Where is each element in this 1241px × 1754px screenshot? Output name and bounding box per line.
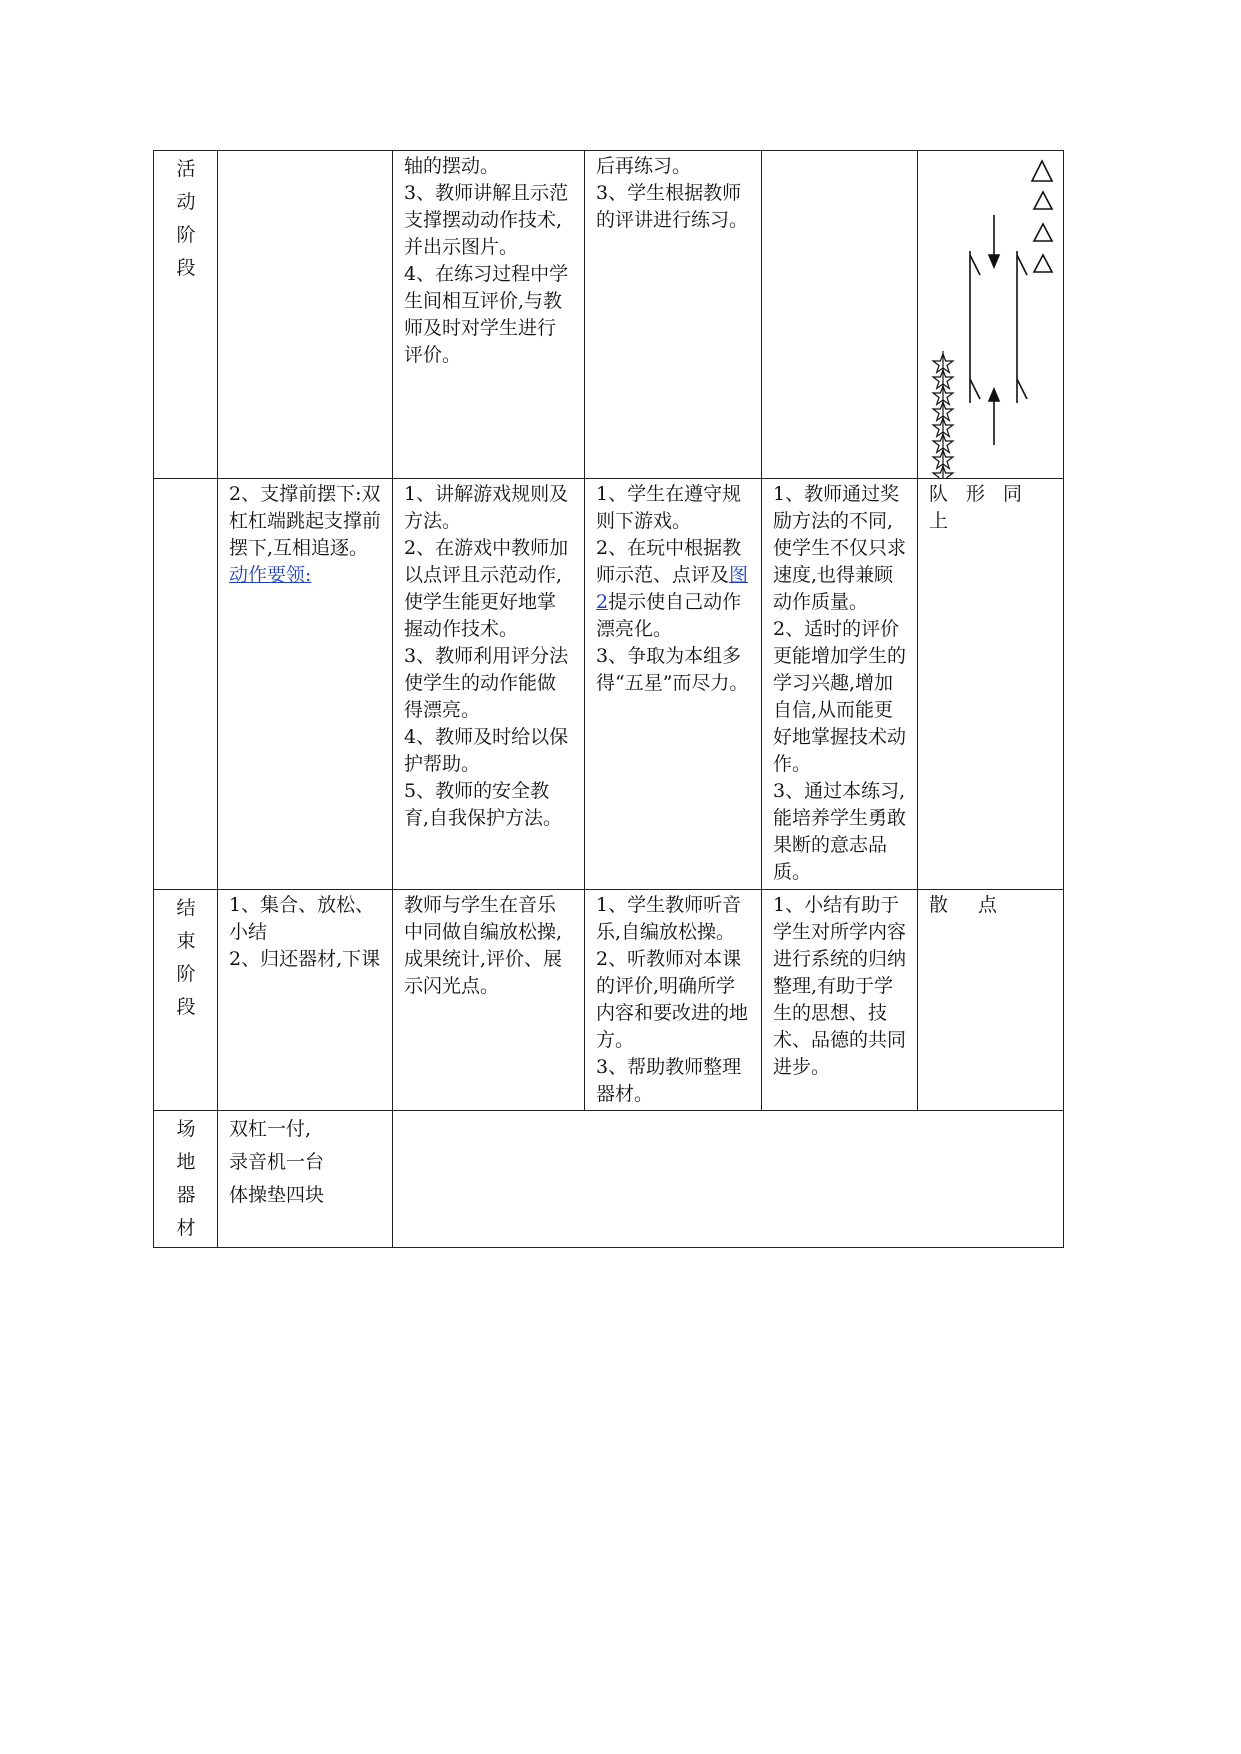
content-cell: 1、集合、放松、小结 2、归还器材,下课 [218,890,393,1111]
triangle-icon [1034,192,1052,209]
triangle-icon [1034,224,1052,241]
parallel-bars-icon [970,251,1027,403]
table-row [154,151,1064,479]
content-cell [218,479,393,890]
teacher-activity-cell: 1、讲解游戏规则及方法。 2、在游戏中教师加以点评且示范动作,使学生能更好地掌握动作技术。 3、教师利用评分法使学生的动作能做得漂亮。 4、教师及时给以保护帮助。 5、教师的安全教育,自我保护方法。 [393,479,585,890]
student-activity-cell: 后再练习。 3、学生根据教师的评讲进行练习。 [585,151,762,479]
triangle-icon [1032,161,1052,181]
formation-cell [918,479,1064,890]
empty-cell [393,1111,1064,1248]
student-activity-cell: 1、学生教师听音乐,自编放松操。 2、听教师对本课的评价,明确所学内容和要改进的地方。 3、帮助教师整理器材。 [585,890,762,1111]
teacher-activity-cell: 轴的摆动。 3、教师讲解且示范支撑摆动动作技术,并出示图片。 4、在练习过程中学生间相互评价,与教师及时对学生进行评价。 [393,151,585,479]
stage-cell [154,479,218,890]
table-row [154,479,1064,890]
teacher-activity-cell: 教师与学生在音乐中同做自编放松操,成果统计,评价、展示闪光点。 [393,890,585,1111]
content-cell [218,151,393,479]
formation-text: 散点 [929,894,1028,916]
figure-2-link[interactable]: 图 2 [596,564,749,613]
equipment-cell: 双杠一付, 录音机一台 体操垫四块 [218,1111,393,1248]
content-text: 2、支撑前摆下:双杠杠端跳起支撑前摆下,互相追逐。 [229,483,382,559]
stage-cell: 场 地 器 材 [154,1111,218,1248]
table-row [154,890,1064,1111]
lesson-plan-table [153,150,1064,1248]
table-row [154,1111,1064,1248]
formation-diagram [918,151,1064,479]
triangle-icon [1034,255,1052,272]
arrow-down-icon [989,215,999,267]
movement-essentials-link[interactable]: 动作要领: [229,564,312,586]
purpose-cell: 1、小结有助于学生对所学内容进行系统的归纳整理,有助于学生的思想、技术、品德的共同进步。 [762,890,918,1111]
stage-cell: 结 束 阶 段 [154,890,218,1111]
arrow-up-icon [989,389,999,445]
formation-diagram-cell [918,151,1064,479]
student-activity-cell: 1、学生在遵守规则下游戏。 2、在玩中根据教师示范、点评及图 2提示使自己动作漂亮化。 3、争取为本组多得“五星”而尽力。 [585,479,762,890]
purpose-cell [762,151,918,479]
stage-cell: 活 动 阶 段 [154,151,218,479]
formation-text: 队形同上 [929,483,1041,532]
purpose-cell: 1、教师通过奖励方法的不同,使学生不仅只求速度,也得兼顾动作质量。 2、适时的评价更能增加学生的学习兴趣,增加自信,从而能更好地掌握技术动作。 3、通过本练习,能培养学生勇敢果断的意志品质。 [762,479,918,890]
formation-cell [918,890,1064,1111]
